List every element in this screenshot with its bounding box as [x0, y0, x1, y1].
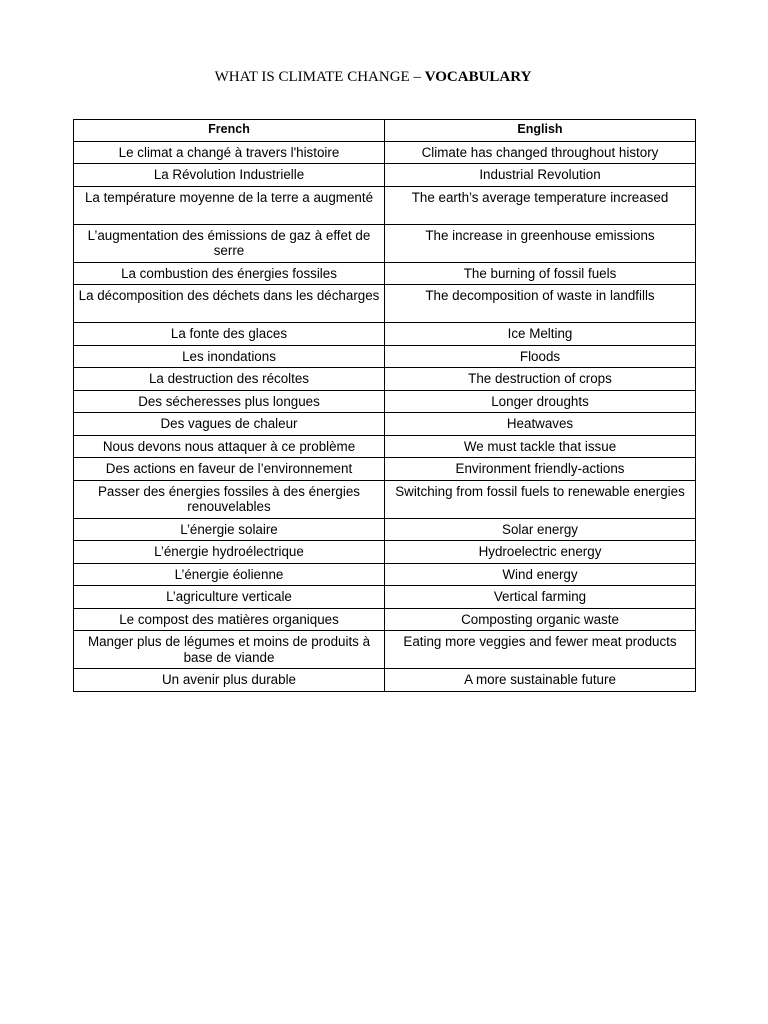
- table-row: [74, 345, 696, 368]
- title-text: WHAT IS CLIMATE CHANGE: [214, 69, 414, 85]
- table-row: [74, 262, 696, 285]
- english-cell: Floods: [385, 345, 696, 368]
- table-row: [74, 541, 696, 564]
- table-row: [74, 368, 696, 391]
- french-cell: La combustion des énergies fossiles: [74, 262, 385, 285]
- page-title: [0, 67, 746, 87]
- table-row: [74, 186, 696, 224]
- table-row: [74, 435, 696, 458]
- english-cell: Climate has changed throughout history: [385, 141, 696, 164]
- table-row: [74, 224, 696, 262]
- header-english: English: [385, 120, 696, 142]
- table-row: [74, 390, 696, 413]
- english-cell: Switching from fossil fuels to renewable energies: [385, 480, 696, 518]
- french-cell: La fonte des glaces: [74, 323, 385, 346]
- table-row: [74, 586, 696, 609]
- french-cell: Un avenir plus durable: [74, 669, 385, 692]
- english-cell: The earth’s average temperature increased: [385, 186, 696, 224]
- english-cell: Vertical farming: [385, 586, 696, 609]
- table-row: [74, 608, 696, 631]
- english-cell: Environment friendly-actions: [385, 458, 696, 481]
- table-row: [74, 669, 696, 692]
- table-row: [74, 285, 696, 323]
- french-cell: La décomposition des déchets dans les décharges: [74, 285, 385, 323]
- english-cell: Eating more veggies and fewer meat products: [385, 631, 696, 669]
- english-cell: The destruction of crops: [385, 368, 696, 391]
- french-cell: Des sécheresses plus longues: [74, 390, 385, 413]
- english-cell: Ice Melting: [385, 323, 696, 346]
- english-cell: A more sustainable future: [385, 669, 696, 692]
- title-bold-text: VOCABULARY: [424, 69, 532, 85]
- table-row: [74, 413, 696, 436]
- french-cell: L’agriculture verticale: [74, 586, 385, 609]
- table-header-row: [74, 120, 696, 142]
- french-cell: Les inondations: [74, 345, 385, 368]
- table-row: [74, 631, 696, 669]
- english-cell: The burning of fossil fuels: [385, 262, 696, 285]
- french-cell: Des actions en faveur de l’environnement: [74, 458, 385, 481]
- french-cell: La température moyenne de la terre a augmenté: [74, 186, 385, 224]
- table-row: [74, 323, 696, 346]
- table-row: [74, 164, 696, 187]
- table-row: [74, 141, 696, 164]
- french-cell: L’énergie solaire: [74, 518, 385, 541]
- english-cell: Heatwaves: [385, 413, 696, 436]
- table-row: [74, 458, 696, 481]
- english-cell: Longer droughts: [385, 390, 696, 413]
- english-cell: Industrial Revolution: [385, 164, 696, 187]
- french-cell: Des vagues de chaleur: [74, 413, 385, 436]
- table-row: [74, 563, 696, 586]
- english-cell: Composting organic waste: [385, 608, 696, 631]
- vocabulary-table: [73, 119, 696, 692]
- english-cell: We must tackle that issue: [385, 435, 696, 458]
- french-cell: Le climat a changé à travers l'histoire: [74, 141, 385, 164]
- french-cell: Le compost des matières organiques: [74, 608, 385, 631]
- french-cell: L’augmentation des émissions de gaz à effet de serre: [74, 224, 385, 262]
- table-row: [74, 480, 696, 518]
- title-dash: –: [413, 69, 425, 85]
- french-cell: La Révolution Industrielle: [74, 164, 385, 187]
- english-cell: Solar energy: [385, 518, 696, 541]
- english-cell: Hydroelectric energy: [385, 541, 696, 564]
- french-cell: Nous devons nous attaquer à ce problème: [74, 435, 385, 458]
- french-cell: Passer des énergies fossiles à des énergies renouvelables: [74, 480, 385, 518]
- header-french: French: [74, 120, 385, 142]
- french-cell: L’énergie éolienne: [74, 563, 385, 586]
- english-cell: Wind energy: [385, 563, 696, 586]
- french-cell: L’énergie hydroélectrique: [74, 541, 385, 564]
- english-cell: The decomposition of waste in landfills: [385, 285, 696, 323]
- english-cell: The increase in greenhouse emissions: [385, 224, 696, 262]
- table-row: [74, 518, 696, 541]
- french-cell: La destruction des récoltes: [74, 368, 385, 391]
- french-cell: Manger plus de légumes et moins de produits à base de viande: [74, 631, 385, 669]
